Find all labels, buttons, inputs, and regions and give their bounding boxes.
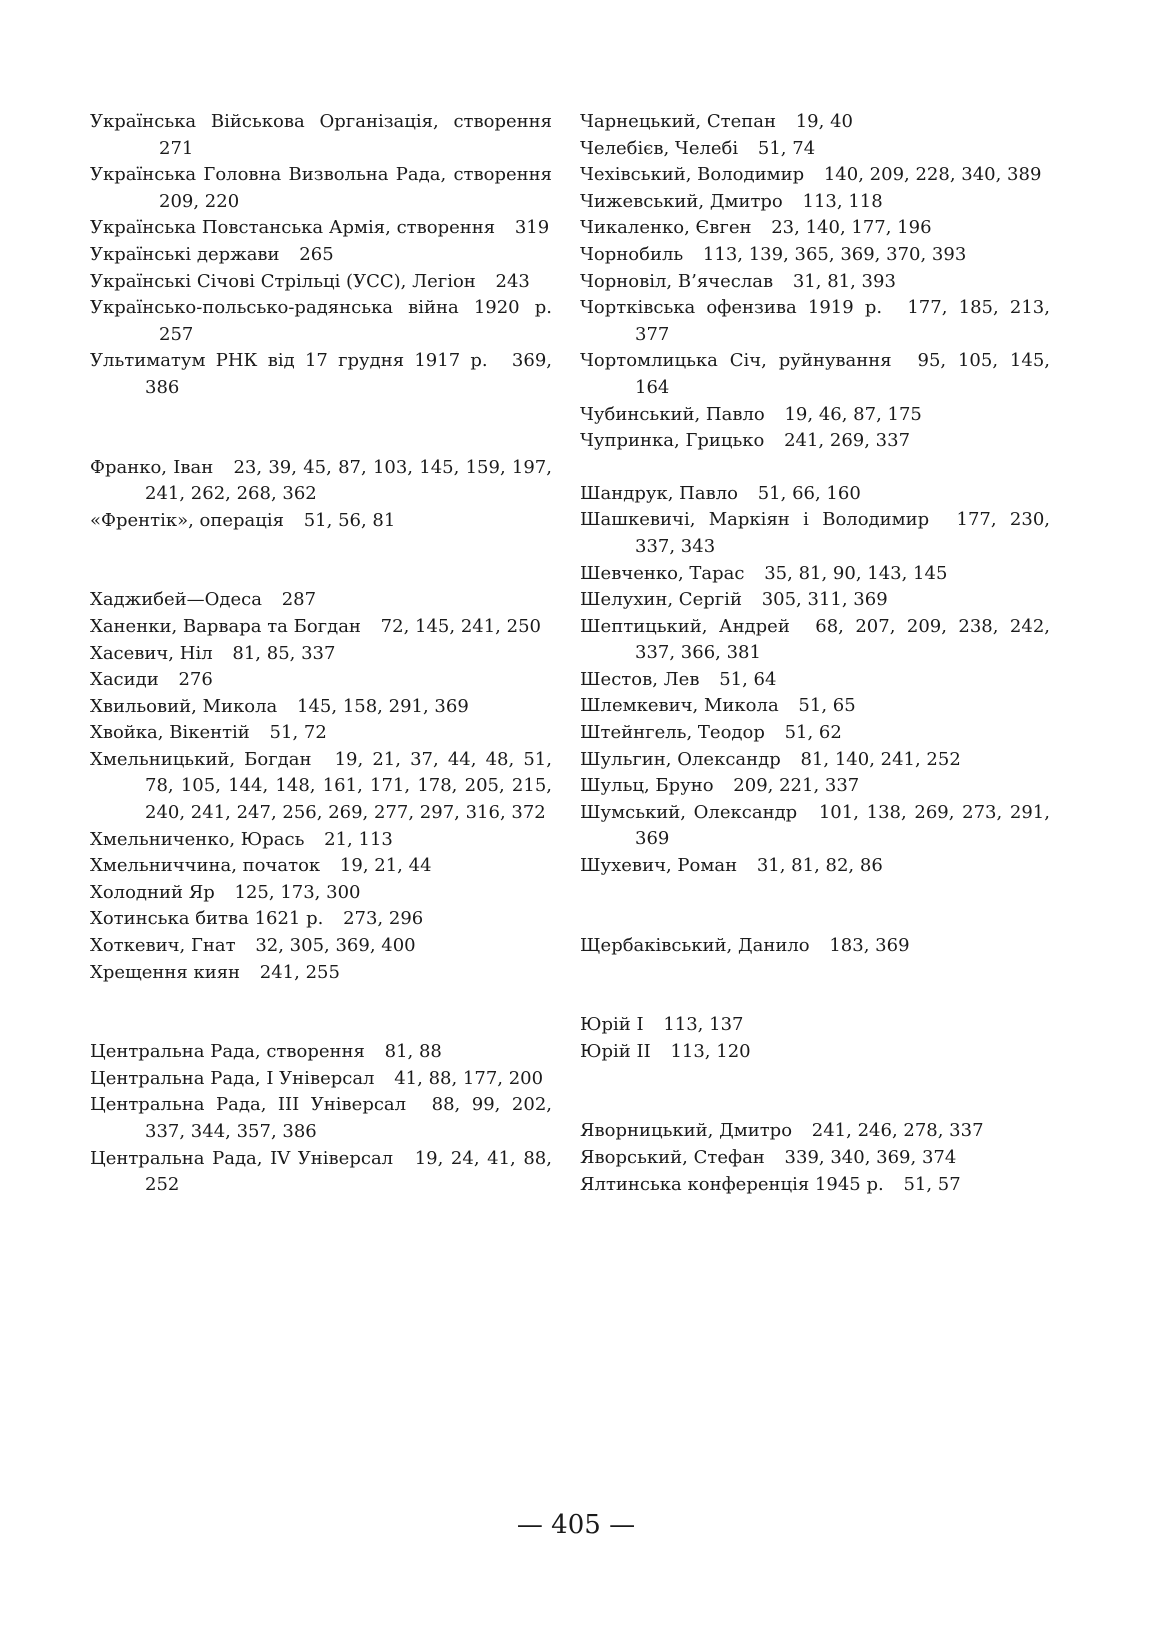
- index-pages: 31, 81, 82, 86: [756, 855, 883, 877]
- index-entry: [90, 1146, 552, 1199]
- index-pages: 23, 140, 177, 196: [771, 217, 932, 239]
- index-entry: [580, 269, 1050, 296]
- index-term: Хаджибей—Одеса: [90, 589, 262, 611]
- index-entry: [580, 614, 1050, 667]
- index-pages: 271: [159, 137, 194, 159]
- index-pages: 305, 311, 369: [761, 589, 888, 611]
- index-pages: 19, 21, 44: [339, 855, 432, 877]
- index-term: Шандрук, Павло: [580, 482, 738, 504]
- index-entry: [90, 667, 552, 694]
- index-entry: [90, 720, 552, 747]
- index-entry: [580, 720, 1050, 747]
- index-term: Хасевич, Ніл: [90, 642, 213, 664]
- index-pages: 241, 246, 278, 337: [811, 1120, 984, 1142]
- index-term: Центральна Рада, IV Універсал: [90, 1147, 394, 1169]
- index-pages: 88, 99, 202, 337, 344, 357, 386: [145, 1094, 553, 1142]
- index-pages: 51, 56, 81: [303, 509, 396, 531]
- section-gap: [580, 880, 1050, 933]
- index-entry: [90, 880, 552, 907]
- index-term: Чубинський, Павло: [580, 403, 765, 425]
- index-entry: [90, 295, 552, 348]
- index-pages: 19, 46, 87, 175: [784, 403, 922, 425]
- index-entry: [580, 402, 1050, 429]
- index-term: Франко, Іван: [90, 456, 214, 478]
- index-pages: 241, 255: [259, 961, 340, 983]
- index-pages: 177, 185, 213, 377: [635, 297, 1050, 345]
- index-term: Чехівський, Володимир: [580, 164, 805, 186]
- index-pages: 113, 118: [802, 190, 883, 212]
- index-entry: [580, 1172, 1050, 1199]
- index-term: Шестов, Лев: [580, 668, 700, 690]
- index-term: Челебієв, Челебі: [580, 137, 739, 159]
- index-term: Українські держави: [90, 243, 280, 265]
- index-pages: 19, 24, 41, 88, 252: [145, 1147, 552, 1196]
- index-pages: 32, 305, 369, 400: [255, 935, 416, 957]
- index-term: Шульгин, Олександр: [580, 748, 781, 770]
- index-entry: [580, 773, 1050, 800]
- index-entry: [580, 1039, 1050, 1066]
- index-entry: [580, 109, 1050, 136]
- index-term: Хмельниченко, Юрась: [90, 828, 305, 850]
- index-term: Холодний Яр: [90, 881, 215, 903]
- index-pages: 273, 296: [343, 908, 424, 930]
- index-term: Українсько-польсько-радянська війна 1920 р.: [90, 297, 552, 319]
- index-term: Центральна Рада, створення: [90, 1041, 365, 1063]
- section-gap: [90, 534, 552, 587]
- index-pages: 145, 158, 291, 369: [297, 695, 469, 717]
- index-entry: [580, 853, 1050, 880]
- index-pages: 369, 386: [145, 350, 552, 398]
- index-pages: 31, 81, 393: [792, 270, 896, 292]
- index-pages: 23, 39, 45, 87, 103, 145, 159, 197, 241, 262, 268, 362: [145, 456, 552, 505]
- index-pages: 72, 145, 241, 250: [380, 615, 541, 637]
- index-term: Хрещення киян: [90, 961, 241, 983]
- index-entry: [580, 136, 1050, 163]
- index-pages: 81, 85, 337: [232, 642, 336, 664]
- index-term: Чикаленко, Євген: [580, 217, 752, 239]
- index-entry: [90, 827, 552, 854]
- index-entry: [580, 481, 1050, 508]
- index-pages: 51, 65: [798, 695, 856, 717]
- index-pages: 209, 220: [159, 190, 240, 212]
- index-entry: [580, 242, 1050, 269]
- index-pages: 51, 74: [757, 137, 816, 159]
- index-pages: 125, 173, 300: [234, 881, 361, 903]
- index-term: Чарнецький, Степан: [580, 111, 776, 132]
- section-gap: [90, 986, 552, 1039]
- index-pages: 276: [178, 669, 213, 691]
- index-pages: 21, 113: [324, 828, 393, 850]
- index-pages: 339, 340, 369, 374: [784, 1147, 957, 1168]
- index-pages: 257: [159, 323, 194, 345]
- index-entry: [90, 641, 552, 668]
- index-term: Шелухин, Сергій: [580, 589, 742, 611]
- index-entry: [90, 694, 552, 721]
- index-entry: [580, 561, 1050, 588]
- index-term: Шлемкевич, Микола: [580, 695, 779, 717]
- section-gap: [580, 959, 1050, 1012]
- index-term: Українська Головна Визвольна Рада, створення: [90, 164, 552, 186]
- index-pages: 68, 207, 209, 238, 242, 337, 366, 381: [635, 615, 1051, 664]
- index-entry: [580, 587, 1050, 614]
- index-term: Юрій ІІ: [580, 1040, 651, 1062]
- index-term: Ханенки, Варвара та Богдан: [90, 615, 361, 637]
- index-entry: [90, 109, 552, 162]
- page-number: — 405 —: [516, 1510, 636, 1540]
- index-entry: [580, 800, 1050, 853]
- index-term: Хотинська битва 1621 р.: [90, 908, 324, 930]
- index-entry: [580, 428, 1050, 455]
- index-term: Хвойка, Вікентій: [90, 722, 250, 744]
- section-gap: [90, 402, 552, 455]
- index-column-left: [90, 109, 552, 1199]
- index-entry: [580, 189, 1050, 216]
- index-pages: 19, 21, 37, 44, 48, 51, 78, 105, 144, 148, 161, 171, 178, 205, 215, 240, 241, 247, 256, 269, 277, 297, 316, 372: [145, 748, 552, 824]
- index-term: Штейнгель, Теодор: [580, 722, 765, 744]
- index-entry: [90, 508, 552, 535]
- index-term: Центральна Рада, ІІІ Універсал: [90, 1094, 407, 1116]
- index-pages: 95, 105, 145, 164: [635, 350, 1050, 398]
- index-pages: 51, 66, 160: [757, 482, 861, 504]
- index-term: Шептицький, Андрей: [580, 615, 790, 637]
- index-entry: [580, 1118, 1050, 1145]
- index-term: Чорнобиль: [580, 243, 684, 265]
- index-pages: 113, 137: [663, 1014, 744, 1036]
- index-term: Хоткевич, Гнат: [90, 935, 236, 957]
- index-pages: 183, 369: [829, 934, 910, 956]
- index-pages: 51, 72: [269, 722, 327, 744]
- index-term: Хмельницький, Богдан: [90, 748, 312, 770]
- index-term: Шухевич, Роман: [580, 855, 738, 877]
- index-pages: 209, 221, 337: [733, 775, 860, 797]
- index-term: Українські Січові Стрільці (УСС), Легіон: [90, 270, 476, 292]
- index-entry: [580, 215, 1050, 242]
- index-entry: [90, 1039, 552, 1066]
- index-pages: 81, 140, 241, 252: [800, 748, 961, 770]
- index-column-right: [580, 109, 1050, 1198]
- index-entry: [90, 614, 552, 641]
- index-term: Шашкевичі, Маркіян і Володимир: [580, 509, 930, 531]
- index-term: Щербаківський, Данило: [580, 934, 810, 956]
- index-entry: [90, 933, 552, 960]
- index-entry: [580, 507, 1050, 560]
- index-term: Чижевський, Дмитро: [580, 190, 783, 212]
- index-pages: 243: [495, 270, 530, 292]
- index-term: Українська Військова Організація, створення: [90, 111, 552, 132]
- index-entry: [580, 667, 1050, 694]
- index-entry: [90, 960, 552, 987]
- section-gap: [580, 1065, 1050, 1118]
- index-term: Ялтинська конференція 1945 р.: [580, 1173, 884, 1195]
- index-entry: [90, 269, 552, 296]
- index-term: Чорновіл, В’ячеслав: [580, 270, 774, 292]
- index-pages: 265: [299, 243, 334, 265]
- index-pages: 81, 88: [384, 1041, 442, 1063]
- index-entry: [90, 587, 552, 614]
- index-pages: 19, 40: [795, 111, 853, 132]
- index-term: Хмельниччина, початок: [90, 855, 321, 877]
- index-pages: 319: [514, 217, 550, 239]
- index-pages: 113, 120: [670, 1040, 751, 1062]
- index-pages: 241, 269, 337: [784, 430, 911, 452]
- index-pages: 51, 57: [903, 1173, 961, 1195]
- index-entry: [580, 747, 1050, 774]
- index-term: «Френтік», операція: [90, 509, 284, 531]
- index-entry: [580, 1012, 1050, 1039]
- index-entry: [90, 906, 552, 933]
- index-entry: [90, 348, 552, 401]
- index-term: Чортомлицька Січ, руйнування: [580, 350, 892, 372]
- index-term: Шульц, Бруно: [580, 775, 714, 797]
- index-entry: [90, 853, 552, 880]
- index-term: Юрій І: [580, 1014, 644, 1036]
- index-pages: 113, 139, 365, 369, 370, 393: [702, 243, 967, 265]
- index-entry: [580, 933, 1050, 960]
- section-gap: [580, 455, 1050, 481]
- index-term: Яворський, Стефан: [580, 1147, 765, 1168]
- index-term: Чортківська офензива 1919 р.: [580, 297, 883, 319]
- index-pages: 101, 138, 269, 273, 291, 369: [635, 801, 1050, 850]
- index-pages: 140, 209, 228, 340, 389: [823, 164, 1042, 186]
- index-term: Українська Повстанська Армія, створення: [90, 217, 496, 239]
- index-entry: [580, 295, 1050, 348]
- index-entry: [90, 1066, 552, 1093]
- index-term: Хвильовий, Микола: [90, 695, 278, 717]
- index-entry: [580, 162, 1050, 189]
- index-pages: 51, 64: [719, 668, 777, 690]
- index-entry: [90, 215, 552, 242]
- index-entry: [90, 1092, 552, 1145]
- index-term: Шевченко, Тарас: [580, 562, 745, 584]
- index-term: Центральна Рада, І Універсал: [90, 1067, 375, 1089]
- index-entry: [90, 162, 552, 215]
- index-entry: [90, 242, 552, 269]
- index-entry: [90, 747, 552, 827]
- index-term: Хасиди: [90, 669, 159, 691]
- index-pages: 177, 230, 337, 343: [635, 509, 1050, 557]
- index-pages: 51, 62: [784, 722, 842, 744]
- index-pages: 287: [281, 589, 317, 611]
- index-entry: [90, 455, 552, 508]
- index-term: Ультиматум РНК від 17 грудня 1917 р.: [90, 350, 488, 372]
- index-term: Яворницький, Дмитро: [580, 1120, 793, 1142]
- index-term: Чупринка, Грицько: [580, 430, 765, 452]
- index-entry: [580, 348, 1050, 401]
- index-entry: [580, 693, 1050, 720]
- index-entry: [580, 1145, 1050, 1172]
- index-pages: 41, 88, 177, 200: [394, 1067, 544, 1089]
- index-pages: 35, 81, 90, 143, 145: [764, 562, 948, 584]
- index-term: Шумський, Олександр: [580, 801, 798, 823]
